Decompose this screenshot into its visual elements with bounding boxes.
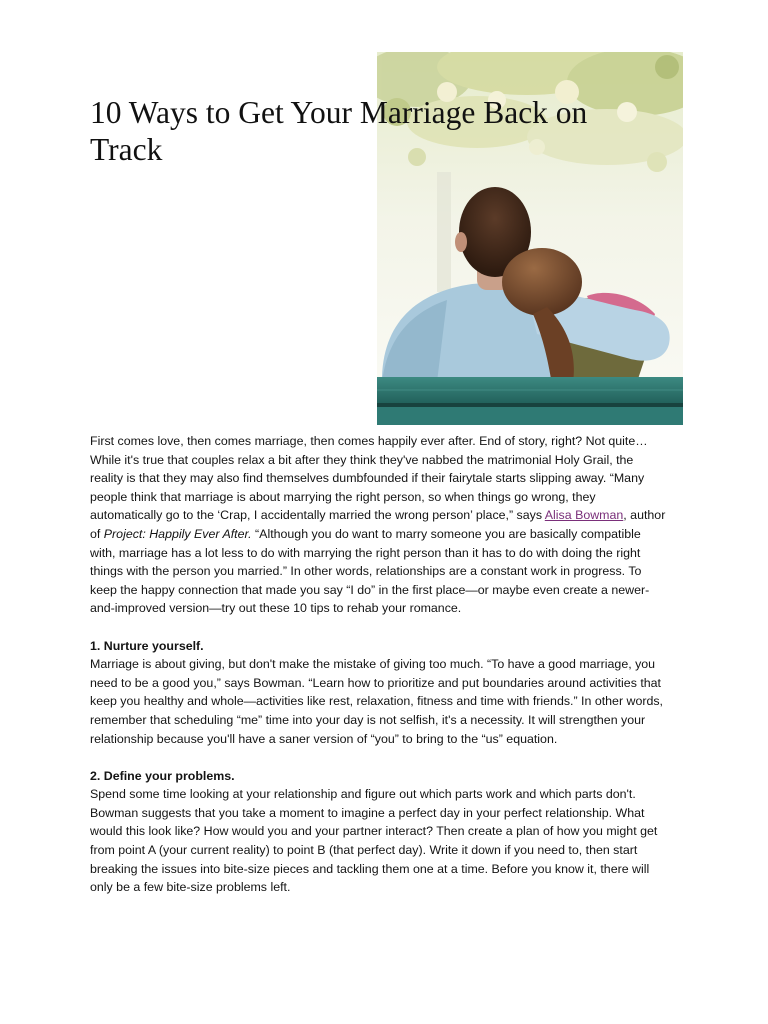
tip-line: relationship because you'll have a saner version of “you” to bring to the “us” equation. [90,731,558,746]
intro-line: and-improved version—try out these 10 tips to rehab your romance. [90,601,462,616]
article-body [90,432,690,897]
intro-line: First comes love, then comes marriage, then comes happily ever after. End of story, right? Not quite… [90,434,648,448]
intro-line: of [90,526,104,541]
tip-line: would this look like? How would you and your partner interact? Then create a plan of how you might get [90,824,658,839]
tip-paragraph [90,655,690,748]
tip-line: breaking the issues into bite-size pieces and tackling them one at a time. Before you know it, there will [90,861,650,876]
tip-line: need to be a good you,” says Bowman. “Learn how to prioritize and put boundaries around activities that [90,675,662,690]
tip-line: Marriage is about giving, but don't make the mistake of giving too much. “To have a good marriage, you [90,657,656,672]
tip-line: keep you healthy and whole—activities like rest, relaxation, fitness and time with friends.” In other words, [90,694,664,709]
intro-line: with, marriage has a lot less to do with marrying the right person than it has to do with doing the right [90,545,641,560]
intro-line: automatically go to the ‘Crap, I accidentally married the wrong person’ place,” says [90,508,545,523]
tip-line: Bowman suggests that you take a moment to imagine a perfect day in your perfect relationship. What [90,805,645,820]
tip-line: from point A (your current reality) to point B (that perfect day). Write it down if you need to, then start [90,843,638,858]
tip-paragraph [90,785,690,897]
tip-heading: 1. Nurture yourself. [90,638,204,653]
tip-heading: 2. Define your problems. [90,768,235,783]
intro-line: reality is that they may also find themselves dumbfounded if their fairytale starts slipping away. “Many [90,471,645,486]
intro-line: keep the happy connection that made you say “I do” in the first place—or maybe even create a newer- [90,582,650,597]
intro-line: people think that marriage is about marrying the right person, so when things go wrong, they [90,489,596,504]
tip-line: only be a few bite-size problems left. [90,880,291,895]
intro-line: While it's true that couples relax a bit after they think they've nabbed the matrimonial Holy Grail, the [90,452,634,467]
tip-line: remember that scheduling “me” time into your day is not selfish, it's a necessity. It will strengthen your [90,712,646,727]
article-title: 10 Ways to Get Your Marriage Back on Track [90,95,588,167]
intro-paragraph [90,432,690,618]
book-title: Project: Happily Ever After. [103,526,252,541]
intro-line: “Although you do want to marry someone you are basically compatible [251,526,641,541]
tip-line: Spend some time looking at your relationship and figure out which parts work and which parts don't. [90,787,636,802]
intro-line: , author [623,508,666,523]
author-link[interactable]: Alisa Bowman [544,508,624,523]
intro-line: things with the person you married.” In other words, relationships are a constant work in progress. To [90,564,642,579]
